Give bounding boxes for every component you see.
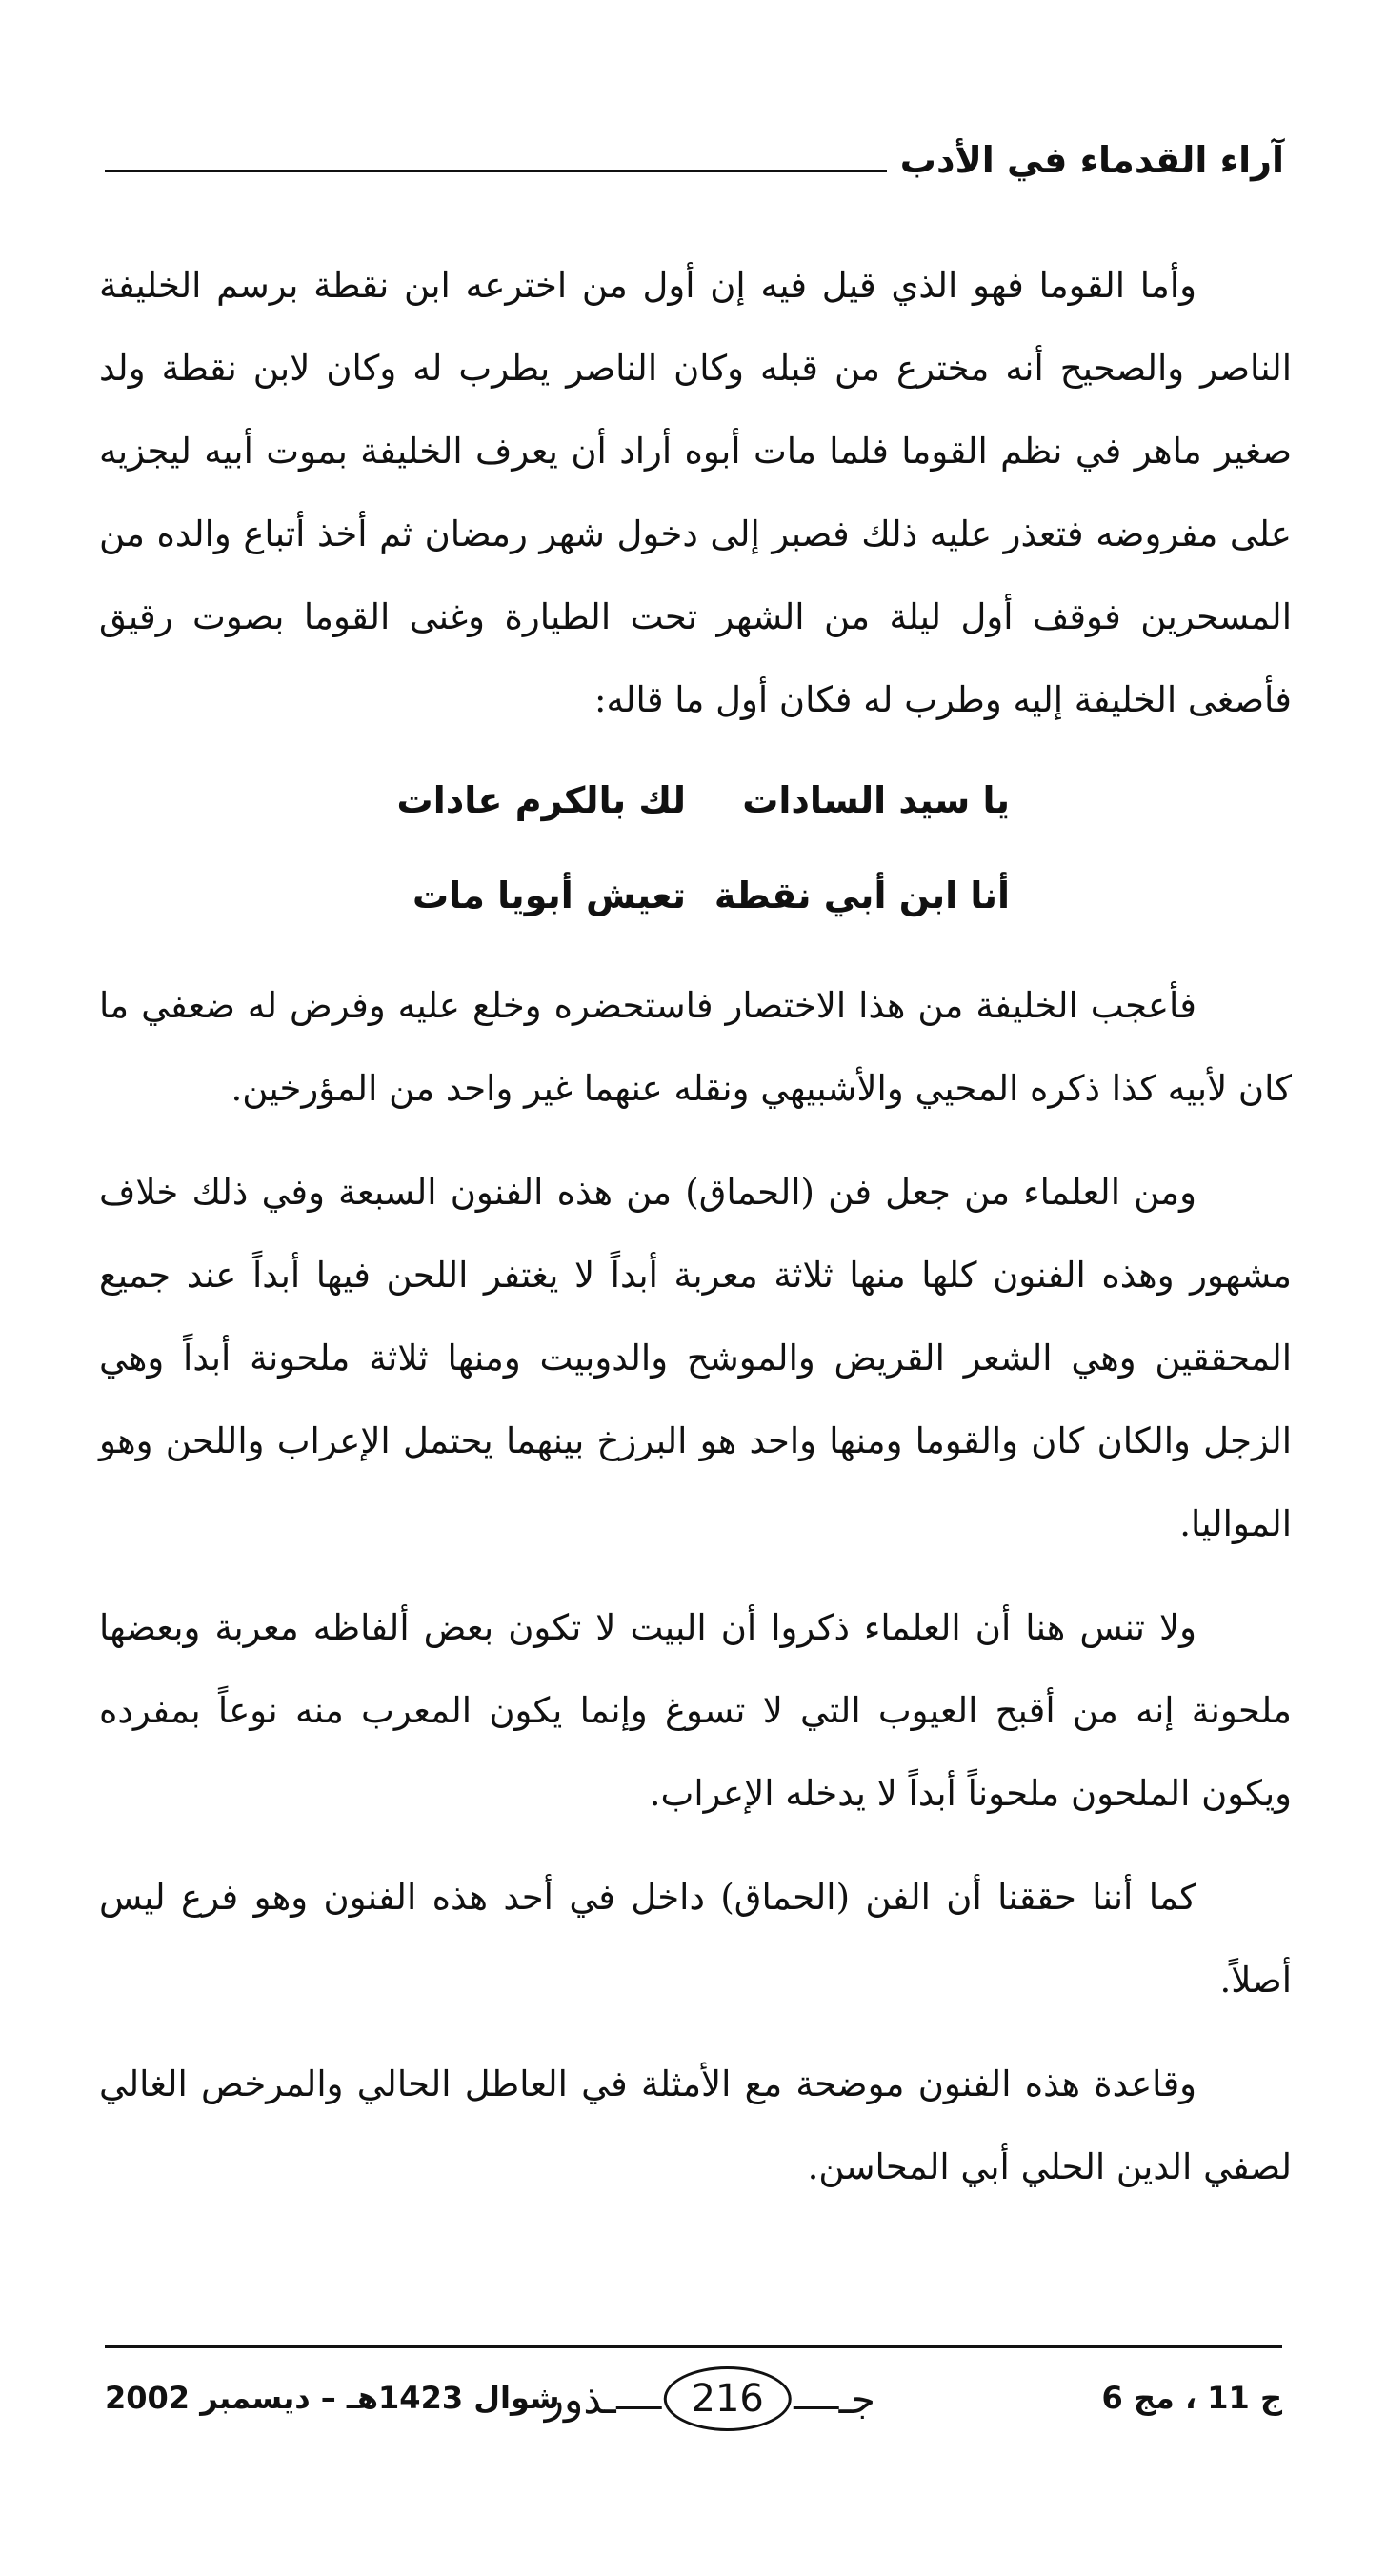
footer-rule (105, 2345, 1282, 2348)
paragraph: ولا تنس هنا أن العلماء ذكروا أن البيت لا تكون بعض ألفاظه معربة وبعضها ملحونة إنه من أقبح العيوب التي لا تسوغ وإنما يكون المعرب منه نوعاً بمفرده ويكون الملحون ملحوناً أبداً لا يدخله الإعراب. (99, 1607, 1292, 1814)
poem-verse (99, 848, 1292, 943)
logo-connector-line (794, 2406, 839, 2409)
running-header (105, 131, 1284, 189)
header-rule (105, 170, 887, 172)
logo-connector-line (616, 2406, 662, 2409)
paragraph-intro: وأما القوما فهو الذي قيل فيه إن أول من اخترعه ابن نقطة برسم الخليفة الناصر والصحيح أنه مخترع من قبله وكان الناصر يطرب له وكان لابن نقطة ولد صغير ماهر في نظم القوما فلما مات أبوه أراد أن يعرف الخليفة بموت أبيه ليجزيه على مفروضه فتعذر عليه ذلك فصبر إلى دخول شهر رمضان ثم أخذ أتباع والده من المسحرين فوقف أول ليلة من الشهر تحت الطيارة وغنى القوما بصوت رقيق فأصغى الخليفة إليه وطرب له فكان أول ما قاله: (99, 265, 1292, 720)
poem-verse (99, 753, 1292, 848)
poem-hemistich-first: يا سيد السادات (742, 779, 1010, 821)
logo-text-right: جـ (838, 2375, 875, 2423)
page-footer (105, 2366, 1282, 2452)
poem-hemistich-second: لك بالكرم عادات (396, 779, 686, 821)
article-body (99, 244, 1292, 2208)
issue-label: ج 11 ، مج 6 (1101, 2380, 1282, 2416)
issue-date: شوال 1423هـ – ديسمبر 2002 (105, 2380, 560, 2416)
page-number: 216 (664, 2366, 792, 2431)
paragraph: ومن العلماء من جعل فن (الحماق) من هذه الفنون السبعة وفي ذلك خلاف مشهور وهذه الفنون كلها منها ثلاثة معربة أبداً لا يغتفر اللحن فيها أبداً عند جميع المحققين وهي الشعر القريض والموشح والدوبيت ومنها ثلاثة ملحونة أبداً وهي الزجل والكان كان والقوما ومنها واحد هو البرزخ بينهما يحتمل الإعراب واللحن وهو المواليا. (99, 1172, 1293, 1544)
paragraph: وقاعدة هذه الفنون موضحة مع الأمثلة في العاطل الحالي والمرخص الغالي لصفي الدين الحلي أبي المحاسن. (99, 2063, 1292, 2187)
paragraph: فأعجب الخليفة من هذا الاختصار فاستحضره وخلع عليه وفرض له ضعفي ما كان لأبيه كذا ذكره المحيي والأشبيهي ونقله عنهما غير واحد من المؤرخين. (99, 985, 1292, 1109)
logo-text-left: ـذور (544, 2375, 616, 2423)
paragraph: كما أننا حققنا أن الفن (الحماق) داخل في أحد هذه الفنون وهو فرع ليس أصلاً. (99, 1877, 1292, 2001)
header-title: آراء القدماء في الأدب (899, 139, 1284, 181)
poem (99, 753, 1292, 943)
poem-hemistich-first: أنا ابن أبي نقطة (714, 875, 1010, 916)
journal-logo (545, 2366, 875, 2431)
poem-hemistich-second: تعيش أبويا مات (412, 875, 686, 916)
